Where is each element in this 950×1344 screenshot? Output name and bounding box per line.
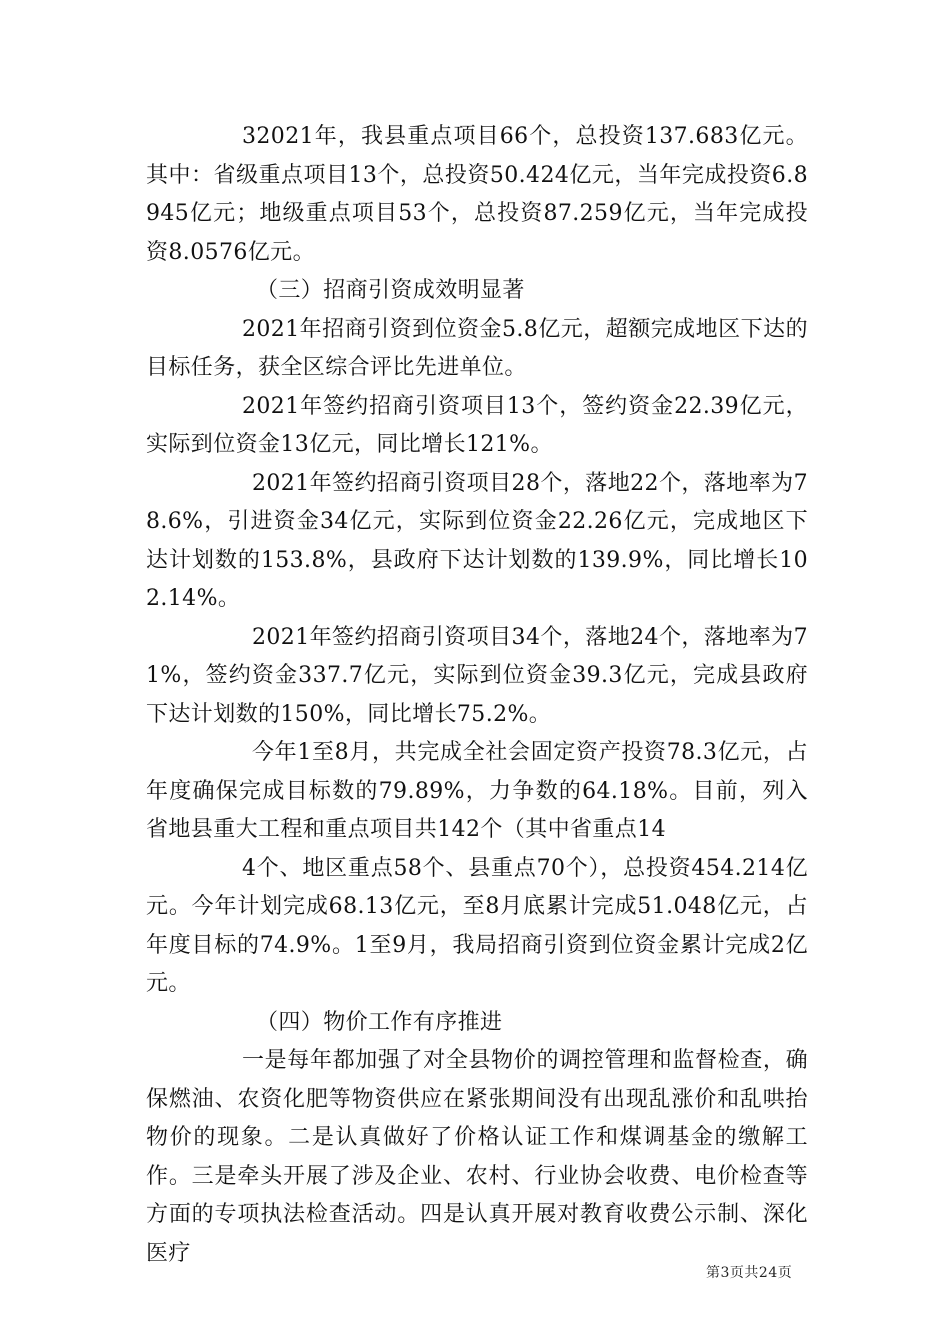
section-heading-investment: （三）招商引资成效明显著: [256, 278, 525, 303]
paragraph-investment-2021-a: 2021年招商引资到位资金5.8亿元，超额完成地区下达的目标任务，获全区综合评比先进单位。: [146, 316, 808, 380]
paragraph-fixed-assets-cont: 4个、地区重点58个、县重点70个），总投资454.214亿元。今年计划完成68.13亿元，至8月底累计完成51.048亿元，占年度目标的74.9%。1至9月，我局招商引资到位资金累计完成2亿元。: [146, 855, 808, 996]
document-body: [146, 118, 808, 1273]
section-heading-prices: （四）物价工作有序推进: [256, 1009, 503, 1035]
paragraph-investment-2021-b: 2021年签约招商引资项目13个，签约资金22.39亿元，实际到位资金13亿元，同比增长121%。: [146, 393, 808, 457]
paragraph-fixed-assets: 今年1至8月，共完成全社会固定资产投资78.3亿元，占年度确保完成目标数的79.89%，力争数的64.18%。目前，列入省地县重大工程和重点项目共142个（其中省重点14: [146, 740, 808, 842]
paragraph-prices: 一是每年都加强了对全县物价的调控管理和监督检查，确保燃油、农资化肥等物资供应在紧张期间没有出现乱涨价和乱哄抬物价的现象。二是认真做好了价格认证工作和煤调基金的缴解工作。三是牵头开展了涉及企业、农村、行业协会收费、电价检查等方面的专项执法检查活动。四是认真开展对教育收费公示制、深化医疗: [146, 1048, 808, 1266]
paragraph-key-projects: 32021年，我县重点项目66个，总投资137.683亿元。其中：省级重点项目13个，总投资50.424亿元，当年完成投资6.8945亿元；地级重点项目53个，总投资87.259亿元，当年完成投资8.0576亿元。: [146, 124, 808, 265]
paragraph-investment-2021-c: 2021年签约招商引资项目28个，落地22个，落地率为78.6%，引进资金34亿元，实际到位资金22.26亿元，完成地区下达计划数的153.8%，县政府下达计划数的139.9%，同比增长102.14%。: [146, 470, 808, 611]
page-number-footer: 第3页共24页: [706, 1265, 793, 1281]
paragraph-investment-2021-d: 2021年签约招商引资项目34个，落地24个，落地率为71%，签约资金337.7亿元，实际到位资金39.3亿元，完成县政府下达计划数的150%，同比增长75.2%。: [146, 624, 808, 727]
